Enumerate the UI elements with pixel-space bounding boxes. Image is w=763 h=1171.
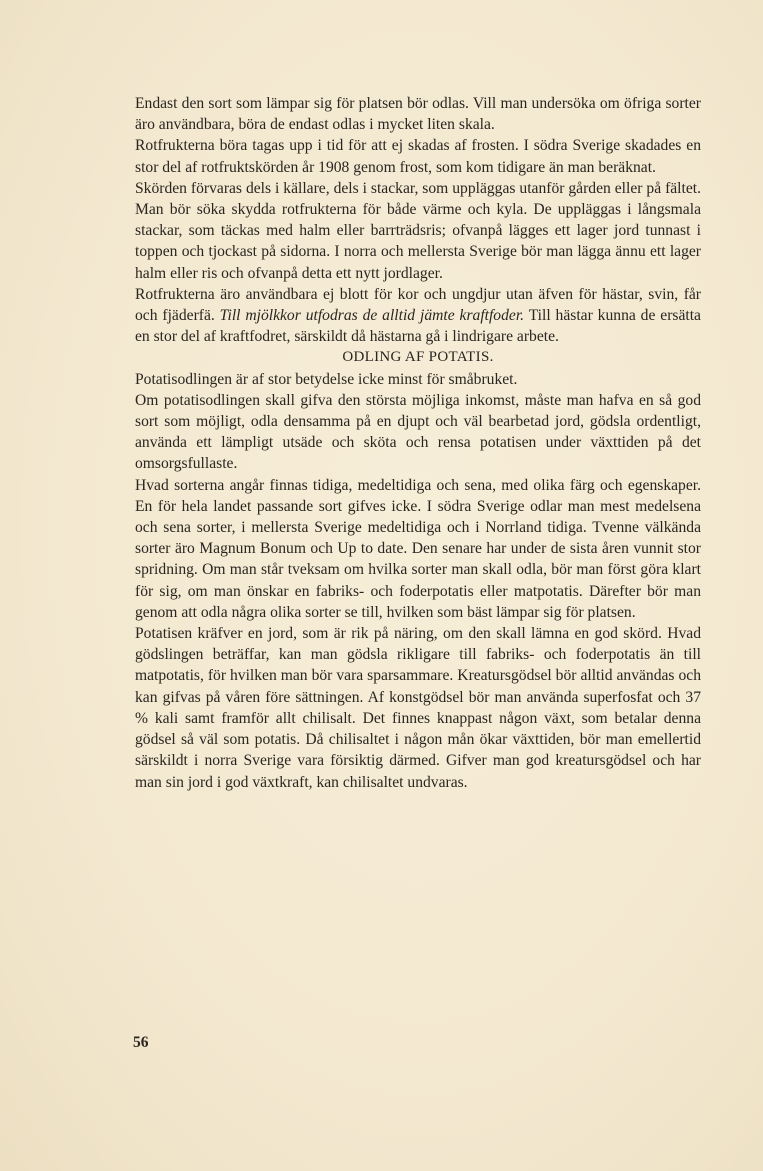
paragraph: Potatisen kräfver en jord, som är rik på näring, om den skall lämna en god skörd. Hvad gödslingen beträffar, kan man gödsla rikligare till fabriks- och foderpotatis än till matpotatis, för hvilken man bör vara sparsammare. Kreatursgödsel bör alltid användas och kan gifvas på våren före sättningen. Af konstgödsel bör man använda superfosfat och 37 % kali samt framför allt chilisalt. Det finnes knappast någon växt, som betalar denna gödsel så väl som potatis. Då chilisaltet i någon mån ökar växttiden, bör man emellertid särskildt i norra Sverige vara försiktig därmed. Gifver man god kreatursgödsel och har man sin jord i god växtkraft, kan chilisaltet undvaras. <box>135 625 701 791</box>
paragraph: Potatisodlingen är af stor betydelse icke minst för småbruket. <box>135 370 518 388</box>
paragraph: Om potatisodlingen skall gifva den största möjliga inkomst, måste man hafva en så god sort som möjligt, odla densamma på en djupt och väl bearbetad jord, gödsla ordentligt, använda ett lämpligt utsäde och sköta och rensa potatisen under växttiden på det omsorgsfullaste. <box>135 391 701 473</box>
page-number: 56 <box>133 1034 149 1051</box>
paragraph-end: Till hästar kunna de ersätta en stor del af kraftfodret, särskildt då hästarna gå i lindrigare arbete. <box>135 307 701 346</box>
paragraph: Skörden förvaras dels i källare, dels i stackar, som uppläggas utanför gården eller på fältet. Man bör söka skydda rotfrukterna för både värme och kyla. De uppläggas i långsmala stackar, som täckas med halm eller barrträdsris; ofvanpå lägges ett lager jord tunnast i toppen och tjockast på sidorna. I norra och mellersta Sverige bör man lägga ännu ett lager halm eller ris och ofvanpå detta ett nytt jordlager. <box>135 179 701 282</box>
italic-sentence: Till mjölkkor utfodras de alltid jämte kraftfoder. <box>219 307 525 325</box>
paragraph-with-italic <box>135 284 701 348</box>
body-text <box>135 93 701 793</box>
paragraph: Endast den sort som lämpar sig för platsen bör odlas. Vill man undersöka om öfriga sorter äro användbara, böra de endast odlas i mycket liten skala. <box>135 95 701 134</box>
paragraph: Hvad sorterna angår finnas tidiga, medeltidiga och sena, med olika färg och egenskaper. En för hela landet passande sort gifves icke. I södra Sverige odlar man mest medelsena och sena sorter, i mellersta Sverige medeltidiga och i Norrland tidiga. Tvenne välkända sorter äro Magnum Bonum och Up to date. Den senare har under de sista åren vunnit stor spridning. Om man står tveksam om hvilka sorter man skall odla, bör man först göra klart för sig, om man önskar en fabriks- och foderpotatis eller matpotatis. Därefter bör man genom att odla några olika sorter se till, hvilken som bäst lämpar sig för platsen. <box>135 476 701 621</box>
paragraph: Rotfrukterna böra tagas upp i tid för att ej skadas af frosten. I södra Sverige skadades en stor del af rotfruktskörden år 1908 genom frost, som kom tidigare än man beräknat. <box>135 137 701 176</box>
section-heading: ODLING AF POTATIS. <box>342 349 494 366</box>
paragraph-start: Rotfrukterna äro användbara ej blott för kor och ungdjur utan äfven för hästar, svin, får och fjäderfä. <box>135 285 701 325</box>
